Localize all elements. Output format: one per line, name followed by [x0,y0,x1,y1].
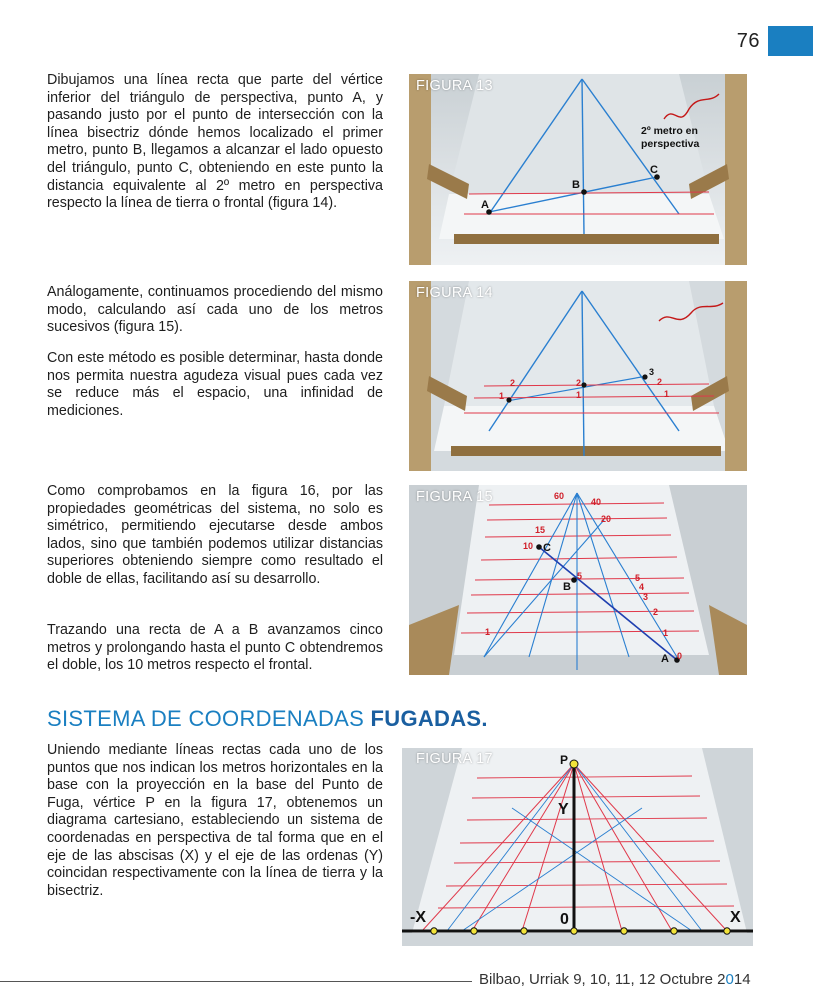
figure-17-photo [402,748,753,946]
figure-15-photo [409,485,747,675]
fig15-num-15: 15 [535,525,546,535]
page-number: 76 [736,30,760,52]
figure-13-photo [409,74,747,265]
fig15-num-10: 10 [523,541,534,551]
fig17-axis-x: X [730,909,741,926]
fig15-point-a: A [661,653,669,665]
paragraph-6: Uniendo mediante líneas rectas cada uno de los puntos que nos indican los metros horizontales en la base con la proyección en la base del Punto de Fuga, vértice P en la figura 17, obtenemos un diagrama cartesiano, estableciendo un sistema de coordenadas en perspectiva de tal forma que en el eje de las abscisas (X) y el eje de las ordenas (Y) coincidan respectivamente con la línea de tierra y la bisectriz. [47,742,383,899]
fig14-num-2a: 2 [510,378,516,388]
fig14-num-3: 3 [649,367,655,377]
fig13-point-c: C [650,164,658,176]
footer-main: Bilbao, Urriak 9, 10, 11, 12 Octubre 2 [479,971,726,988]
fig17-axis-y: Y [558,801,569,818]
footer-text [479,971,751,988]
figure-15-label: FIGURA 15 [416,489,493,505]
fig15-num-3: 3 [643,592,649,602]
fig17-point-p: P [560,753,569,767]
fig15-num-1a: 1 [485,627,491,637]
fig15-num-20: 20 [601,514,612,524]
fig14-num-2c: 2 [657,377,663,387]
figure-17 [402,748,753,946]
paragraph-5: Trazando una recta de A a B avanzamos cinco metros y prolongando hasta el punto C obtendremos el doble, los 10 metros respecto el frontal. [47,622,383,674]
fig13-note-line2: perspectiva [641,138,700,150]
figure-13 [409,74,747,265]
fig15-num-4: 4 [639,582,645,592]
figure-14-photo [409,281,747,471]
figure-17-label: FIGURA 17 [416,751,493,767]
fig14-num-1a: 1 [499,391,505,401]
fig17-axis-neg-x: -X [410,909,426,926]
fig15-num-40: 40 [591,497,602,507]
fig14-num-1c: 1 [664,389,670,399]
section-title-plain: SISTEMA DE COORDENADAS [47,706,371,731]
fig15-num-0: 0 [677,651,683,661]
fig13-point-a: A [481,199,489,211]
section-title [47,706,488,732]
footer-tail: 14 [733,971,751,988]
fig13-note-line1: 2º metro en [641,125,698,137]
paragraph-2: Análogamente, continuamos procediendo del mismo modo, calculando así cada uno de los metros sucesivos (figura 15). [47,284,383,336]
fig15-num-60: 60 [554,491,565,501]
fig15-point-b: B [563,581,571,593]
fig14-num-2b: 2 [576,378,582,388]
fig15-num-1b: 1 [663,628,669,638]
fig15-num-5a: 5 [577,571,583,581]
fig15-num-2: 2 [653,607,659,617]
paragraph-1: Dibujamos una línea recta que parte del vértice inferior del triángulo de perspectiva, punto A, y pasando justo por el punto de intersección con la línea bisectriz dónde hemos localizado el primer metro, punto B, llegamos a alcanzar el lado opuesto del triángulo, punto C, obteniendo en este punto la distancia equivalente al 2º metro en perspectiva respecto la línea de tierra o frontal (figura 14). [47,72,383,212]
figure-14 [409,281,747,471]
figure-14-label: FIGURA 14 [416,285,493,301]
corner-tab [768,26,813,56]
figure-15 [409,485,747,675]
fig14-num-1b: 1 [576,390,582,400]
paragraph-3: Con este método es posible determinar, hasta donde nos permita nuestra agudeza visual pues cada vez se reduce más el espacio, una infinidad de mediciones. [47,350,383,419]
footer-rule [0,981,472,982]
footer-accent: 0 [725,971,734,988]
figure-13-label: FIGURA 13 [416,78,493,94]
fig15-num-5b: 5 [635,573,641,583]
fig15-point-c: C [543,542,551,554]
fig17-origin: 0 [560,911,569,928]
section-title-bold: FUGADAS. [370,706,488,731]
paragraph-4: Como comprobamos en la figura 16, por las propiedades geométricas del sistema, no solo es simétrico, permitiendo ejecutarse desde ambos lados, sino que también podemos utilizar distancias superiores obteniendo siempre como resultado el doble de ellas, facilitando así su desarrollo. [47,483,383,587]
fig13-point-b: B [572,179,580,191]
